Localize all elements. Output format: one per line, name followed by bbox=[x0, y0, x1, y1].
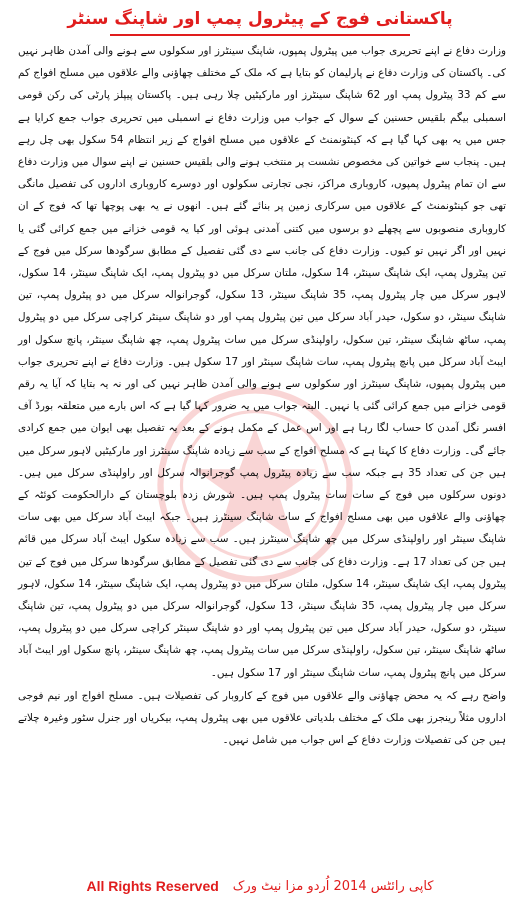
rights-reserved-text: All Rights Reserved bbox=[86, 878, 219, 894]
article-paragraph: واضح رہے کہ یہ محض چھاؤنی والے علاقوں میں فوج کے کاروبار کی تفصیلات ہیں۔ مسلح افواج اور نیم فوجی اداروں مثلاً رینجرز بھی ملک کے مختلف بلدیاتی علاقوں میں بھی پیٹرول پمپ، بیکریاں اور جنرل سٹور وغیرہ چلاتے ہیں جن کی تفصیلات وزارت دفاع کے اس جواب میں شامل نہیں۔ bbox=[18, 689, 506, 747]
copyright-text: کاپی رائٹس 2014 اُردو مزا نیٹ ورک bbox=[232, 878, 434, 894]
article-body bbox=[18, 40, 506, 753]
footer bbox=[0, 874, 520, 898]
title-underline bbox=[110, 34, 410, 36]
article-paragraph: وزارت دفاع نے اپنے تحریری جواب میں پیٹرول پمپوں، شاپنگ سینٹرز اور سکولوں سے ہونے والی آمدن ظاہر نہیں کی۔ پاکستان کی وزارت دفاع نے پارلیمان کو بتایا ہے کہ ملک کے مختلف چھاؤنی والے علاقوں میں مسلح افواج کم سے کم 33 پیٹرول پمپ اور 62 شاپنگ سینٹرز اور مارکیٹیں چلا رہی ہیں۔ پاکستان پیپلز پارٹی کی رکن قومی اسمبلی بیگم بلقیس حسنین کے سوال کے جواب میں وزارت دفاع نے اسمبلی میں تحریری جواب جمع کرایا ہے جس میں یہ بھی کہا گیا ہے کہ کینٹونمنٹ کے علاقوں میں مسلح افواج کے زیر انتظام 54 سکول بھی چل رہے ہیں۔ پنجاب سے خواتین کی مخصوص نشست پر منتخب ہونے والی بلقیس حسنین نے اپنے سوال میں وزارت دفاع سے ان تمام پیٹرول پمپوں، کاروباری مراکز، نجی تجارتی سکولوں اور دوسرے کاروباری اداروں کی تفصیل مانگی تھی جو کینٹونمنٹ کے علاقوں میں سرکاری زمین پر بنائے گئے ہیں۔ انھوں نے یہ بھی پوچھا تھا کہ فوج کے ان کاروباری منصوبوں سے پچھلے دو برسوں میں کتنی آمدنی ہوئی اور کیا یہ قومی خزانے میں جمع کرائی گئی یا نہیں اور اگر نہیں تو کیوں۔ وزارت دفاع کی جانب سے دی گئی تفصیل کے مطابق سرگودھا سرکل میں فوج کے تین پیٹرول پمپ، ایک شاپنگ سینٹر، 14 سکول، ملتان سرکل میں دو پیٹرول پمپ، ایک شاپنگ سینٹر، 14 سکول، لاہور سرکل میں چار پیٹرول پمپ، 35 شاپنگ سینٹر، 13 سکول، گوجرانوالہ سرکل میں دو پیٹرول پمپ، تین شاپنگ سینٹر، دو سکول، حیدر آباد سرکل میں تین پیٹرول پمپ اور دو شاپنگ سینٹر کراچی سرکل میں دو پیٹرول پمپ، ساٹھ شاپنگ سینٹر، تین سکول، راولپنڈی سرکل میں سات پیٹرول پمپ، چھ شاپنگ سینٹر، پانچ سکول اور ایبٹ آباد سرکل میں پانچ پیٹرول پمپ، سات شاپنگ سینٹر اور 17 سکول ہیں۔ وزارت دفاع نے اپنے تحریری جواب میں پیٹرول پمپوں، شاپنگ سینٹرز اور سکولوں سے ہونے والی آمدن ظاہر نہیں کی اور نہ یہ بتایا کہ آیا یہ رقم قومی خزانے میں جمع کرائی گئی یا نہیں۔ البتہ جواب میں یہ ضرور کہا گیا ہے کہ اس بارے میں متعلقہ بورڈ آف افسر نگل آمدن کا حساب لگا رہا ہے اور اس عمل کے مکمل ہونے کے بعد یہ تفصیل بھی ایوان میں جمع کرادی جائے گی۔ وزارت دفاع کا کہنا ہے کہ مسلح افواج کے سب سے زیادہ شاپنگ سینٹرز اور مارکیٹیں لاہور سرکل میں ہیں جن کی تعداد 35 ہے جبکہ سب سے زیادہ پیٹرول پمپ گوجرانوالہ سرکل اور راولپنڈی سرکل میں ہیں۔ دونوں سرکلوں میں فوج کے سات سات پیٹرول پمپ ہیں۔ شورش زدہ بلوچستان کے دارالحکومت کوئٹہ کے چھاؤنی والے علاقوں میں بھی مسلح افواج کے سات شاپنگ سینٹرز ہیں۔ جبکہ ایبٹ آباد سرکل میں بھی سات شاپنگ سینٹر اور راولپنڈی سرکل میں چھ شاپنگ سینٹرز ہیں۔ سب سے زیادہ سکول ایبٹ آباد سرکل میں قائم ہیں جن کی تعداد 17 ہے۔ وزارت دفاع کی جانب سے دی گئی تفصیل کے مطابق سرگودھا سرکل میں فوج کے تین پیٹرول پمپ، ایک شاپنگ سینٹر، 14 سکول، ملتان سرکل میں دو پیٹرول پمپ، ایک شاپنگ سینٹر، 14 سکول، لاہور سرکل میں چار پیٹرول پمپ، 35 شاپنگ سینٹر، 13 سکول، گوجرانوالہ سرکل میں دو پیٹرول پمپ، تین شاپنگ سینٹر، دو سکول، حیدر آباد سرکل میں تین پیٹرول پمپ اور دو شاپنگ سینٹر کراچی سرکل میں دو پیٹرول پمپ، ساٹھ شاپنگ سینٹر، تین سکول، راولپنڈی سرکل میں سات پیٹرول پمپ، چھ شاپنگ سینٹر، پانچ سکول اور ایبٹ آباد سرکل میں پانچ پیٹرول پمپ، سات شاپنگ سینٹر اور 17 سکول ہیں۔ bbox=[18, 45, 507, 679]
article-title: پاکستانی فوج کے پیٹرول پمپ اور شاپنگ سنٹر bbox=[67, 9, 453, 29]
